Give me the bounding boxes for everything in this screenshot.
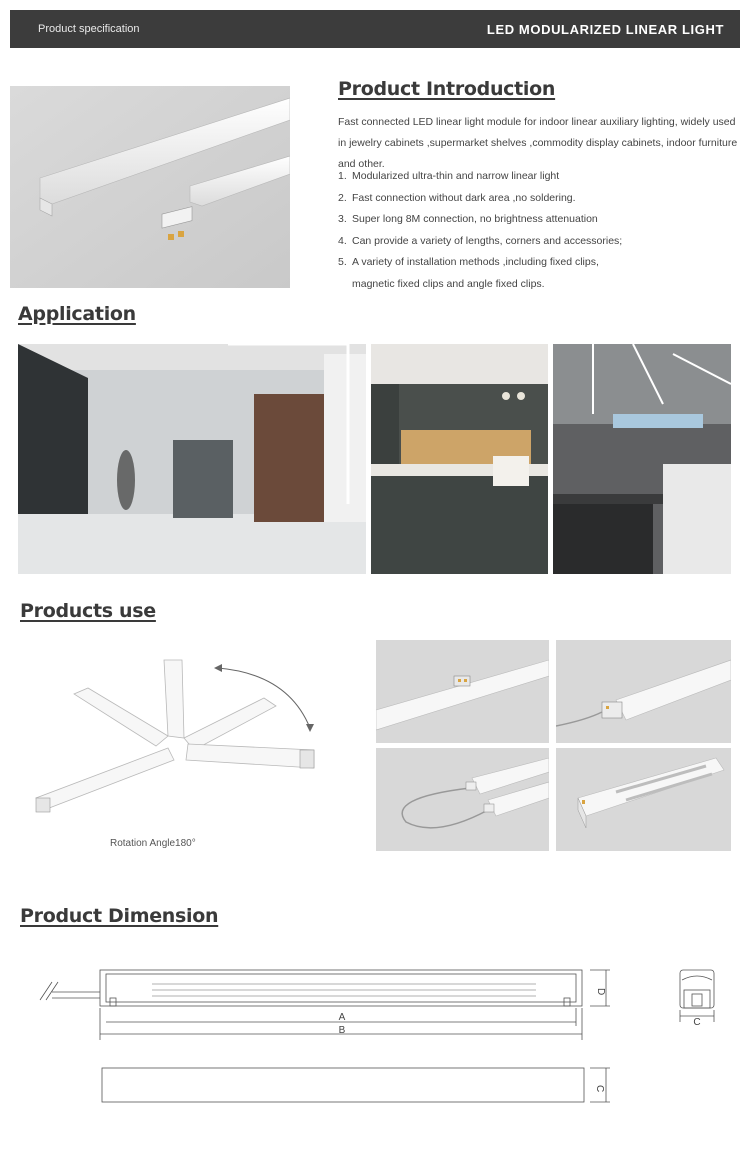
list-item: 5. A variety of installation methods ,including fixed clips, (338, 256, 599, 268)
dimension-drawing-section (672, 966, 722, 1028)
rotation-caption: Rotation Angle180° (110, 838, 196, 849)
product-detail-photo-4 (556, 748, 731, 851)
product-detail-photo-2 (556, 640, 731, 743)
dimension-drawing-top (96, 1064, 616, 1108)
list-item: 1. Modularized ultra-thin and narrow linear light (338, 170, 560, 182)
list-item: 4. Can provide a variety of lengths, corners and accessories; (338, 234, 623, 247)
top-label-c: C (594, 1085, 605, 1093)
header-title: LED MODULARIZED LINEAR LIGHT (486, 21, 724, 37)
intro-description: Fast connected LED linear light module for indoor linear auxiliary lighting, widely used in jewelry cabinets ,supermarket shelves ,commodity display cabinets, indoor furniture and other. (338, 116, 738, 170)
application-photo-corridor (18, 344, 366, 574)
application-photo-kitchen (371, 344, 548, 574)
products-use-heading: Products use (20, 600, 156, 622)
dim-label-d: D (595, 988, 606, 996)
dimension-drawing-side (36, 966, 616, 1042)
product-detail-photo-1 (376, 640, 549, 743)
dimension-heading: Product Dimension (20, 905, 219, 927)
product-detail-photo-3 (376, 748, 549, 851)
header-bar (10, 10, 740, 48)
product-hero-photo (10, 86, 290, 288)
rotation-illustration (28, 658, 328, 840)
dim-label-a: A (338, 1012, 346, 1023)
application-heading: Application (18, 303, 136, 325)
intro-heading: Product Introduction (338, 78, 556, 100)
header-left-label: Product specification (38, 23, 140, 35)
list-item: 2. Fast connection without dark area ,no soldering. (338, 191, 576, 204)
application-photo-kitchen-island (553, 344, 731, 574)
dim-label-b: B (338, 1025, 346, 1036)
feature-list (338, 166, 743, 295)
list-item: 3. Super long 8M connection, no brightness attenuation (338, 213, 598, 225)
section-label-c: C (693, 1017, 701, 1028)
list-item-continuation: magnetic fixed clips and angle fixed clips. (352, 277, 545, 290)
